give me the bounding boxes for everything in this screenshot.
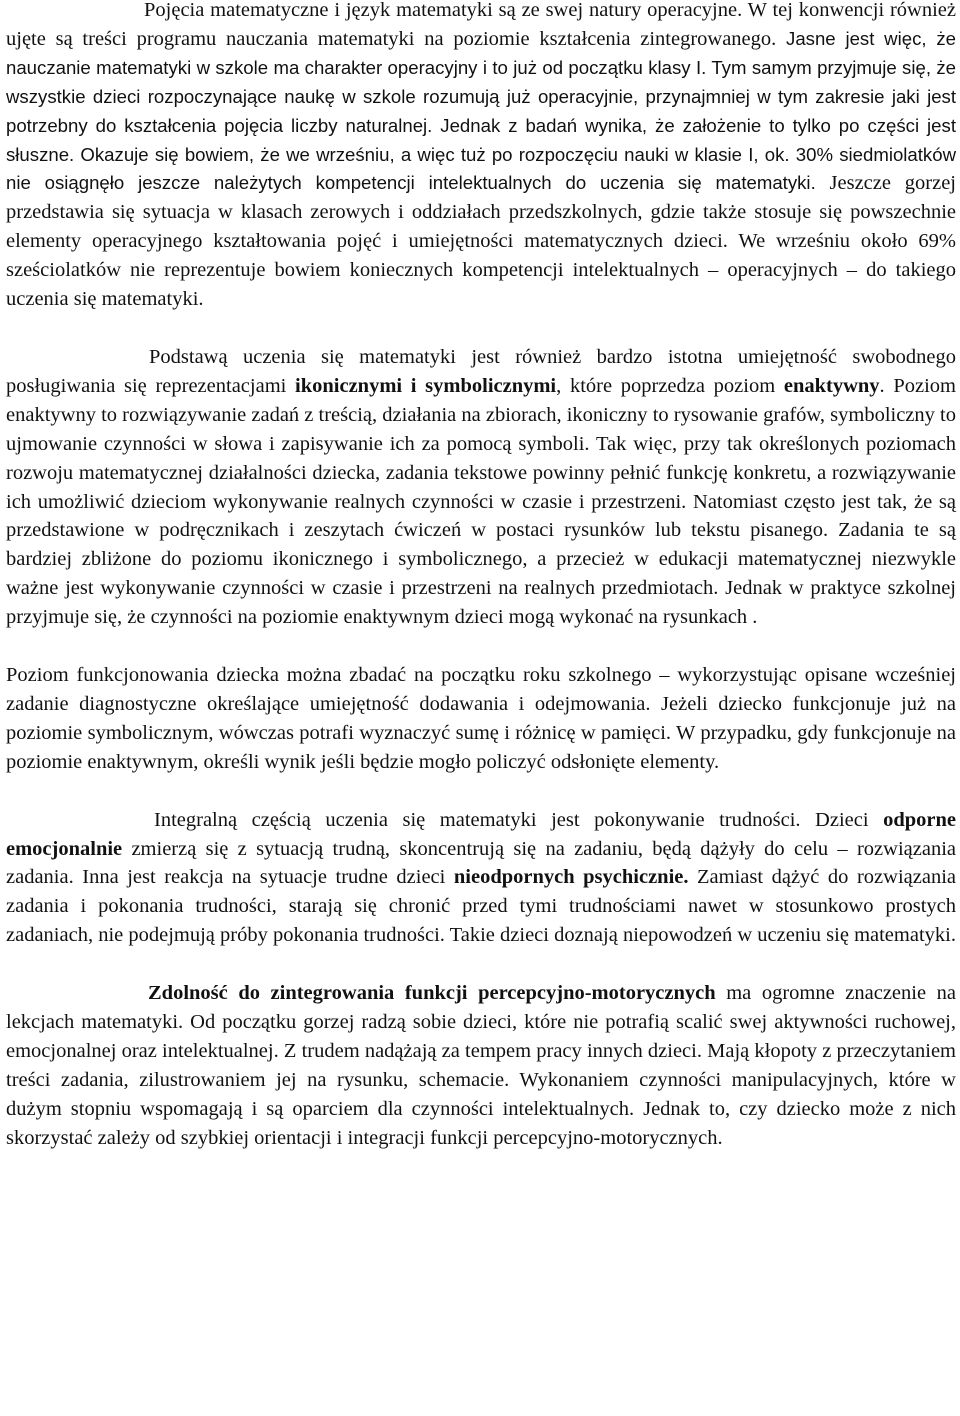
paragraph-5-bold-integration-ability: Zdolność do zintegrowania funkcji percepcyjno-motorycznych: [148, 982, 716, 1005]
paragraph-2-text-a: Podstawą uczenia się matematyki jest również bardzo istotna umiejętność swobodnego posługiwania się reprezentacjami: [6, 345, 956, 397]
paragraph-4-bold-psychologically-nonresistant: nieodpornych psychicznie.: [453, 866, 689, 889]
paragraph-operational-concepts: [6, 0, 956, 314]
paragraph-5-text: ma ogromne znaczenie na lekcjach matematyki. Od początku gorzej radzą sobie dzieci, które nie potrafią scalić swej aktywności ruchowej, emocjonalnej oraz intelektualnej. Z trudem nadążają za tempem pracy innych dzieci. Mają kłopoty z przeczytaniem treści zadania, zilustrowaniem jej na rysunku, schemacie. Wykonaniem czynności manipulacyjnych, które w dużym stopniu wspomagają i są oparciem dla czynności intelektualnych. Jednak to, czy dziecko może z nich skorzystać zależy od szybkiej orientacji i integracji funkcji percepcyjno-motorycznych.: [6, 982, 956, 1149]
paragraph-1-text-a: Pojęcia matematyczne i język matematyki są ze swej natury operacyjne. W tej konwencji również ujęte są treści programu nauczania matematyki na poziomie kształcenia zintegrowanego.: [6, 0, 956, 50]
paragraph-perceptual-motor-integration: [6, 979, 956, 1152]
paragraph-1-text-b: Jasne jest więc, że nauczanie matematyki w szkole ma charakter operacyjny i to już od początku klasy I. Tym samym przyjmuje się, że wszystkie dzieci rozpoczynające naukę w szkole rozumują już operacyjnie, przynajmniej w tym zakresie jaki jest potrzebny do kształcenia pojęcia liczby naturalnej. Jednak z badań wynika, że założenie to tylko po części jest słuszne. Okazuje się bowiem, że we wrześniu, a więc tuż po rozpoczęciu nauki w klasie I, ok. 30% siedmiolatków nie osiągnęło jeszcze należytych kompetencji intelektualnych do uczenia się matematyki.: [6, 27, 956, 194]
paragraph-2-bold-iconic-symbolic: ikonicznymi i symbolicznymi: [295, 374, 557, 397]
paragraph-1-text-c: Jeszcze gorzej przedstawia się sytuacja w klasach zerowych i oddziałach przedszkolnych, gdzie także stosuje się powszechnie elementy operacyjnego kształtowania pojęć i umiejętności matematycznych dzieci. We wrześniu około 69% sześciolatków nie reprezentuje bowiem koniecznych kompetencji intelektualnych – operacyjnych – do takiego uczenia się matematyki.: [6, 172, 956, 311]
paragraph-4-text-c: Zamiast dążyć do rozwiązania zadania i pokonania trudności, starają się chronić przed tymi trudnościami nawet w stosunkowo prostych zadaniach, nie podejmują próby pokonania trudności. Takie dzieci doznają niepowodzeń w uczeniu się matematyki.: [6, 866, 956, 947]
paragraph-2-text-c: . Poziom enaktywny to rozwiązywanie zadań z treścią, działania na zbiorach, ikoniczny to rysowanie grafów, symboliczny to ujmowanie czynności w słowa i zapisywanie ich za pomocą symboli. Tak więc, przy tak określonych poziomach rozwoju matematycznej działalności dziecka, zadania tekstowe powinny pełnić funkcję konkretu, a rozwiązywanie ich umożliwić dzieciom wykonywanie realnych czynności w czasie i przestrzeni. Natomiast często jest tak, że są przedstawione w podręcznikach i zeszytach ćwiczeń w postaci rysunków lub tekstu pisanego. Zadania te są bardziej zbliżone do poziomu ikonicznego i symbolicznego, a przecież w edukacji matematycznej niezwykle ważne jest wykonywanie czynności w czasie i przestrzeni na realnych przedmiotach. Jednak w praktyce szkolnej przyjmuje się, że czynności na poziomie enaktywnym dzieci mogą wykonać na rysunkach .: [6, 374, 956, 629]
document-page: [6, 0, 956, 1153]
paragraph-functioning-level: [6, 661, 956, 777]
paragraph-4-text-b: zmierzą się z sytuacją trudną, skoncentrują się na zadaniu, będą dążyły do celu – rozwiązania zadania. Inna jest reakcja na sytuacje trudne dzieci: [6, 837, 956, 889]
paragraph-2-bold-enactive: enaktywny: [783, 374, 880, 397]
paragraph-4-text-a: Integralną częścią uczenia się matematyki jest pokonywanie trudności. Dzieci: [154, 808, 884, 831]
paragraph-2-text-b: , które poprzedza poziom: [556, 374, 784, 397]
paragraph-overcoming-difficulties: [6, 806, 956, 951]
paragraph-4-bold-emotionally-resistant: odporne emocjonalnie: [6, 808, 956, 860]
paragraph-3-text: Poziom funkcjonowania dziecka można zbadać na początku roku szkolnego – wykorzystując opisane wcześniej zadanie diagnostyczne określające umiejętność dodawania i odejmowania. Jeżeli dziecko funkcjonuje już na poziomie symbolicznym, wówczas potrafi wyznaczyć sumę i różnicę w pamięci. W przypadku, gdy funkcjonuje na poziomie enaktywnym, określi wynik jeśli będzie mogło policzyć odsłonięte elementy.: [6, 664, 956, 773]
paragraph-representations: [6, 343, 956, 632]
